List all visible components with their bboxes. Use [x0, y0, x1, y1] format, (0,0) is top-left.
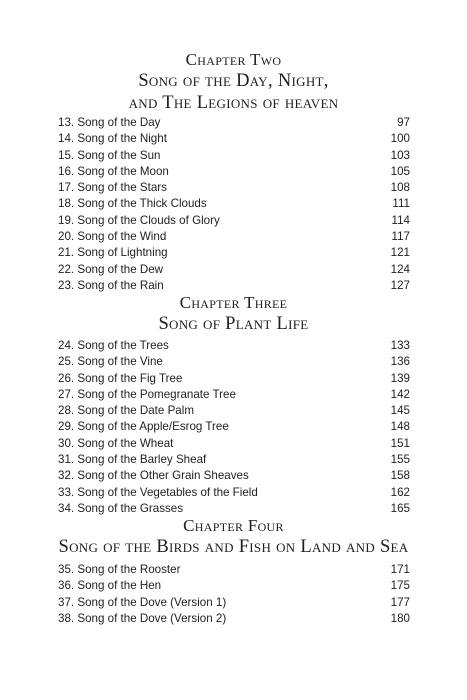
toc-entry-label: 31. Song of the Barley Sheaf	[58, 453, 207, 467]
toc-entry	[58, 354, 410, 370]
chapter-heading: Chapter Three	[179, 293, 288, 312]
toc-entry-label: 15. Song of the Sun	[58, 148, 161, 162]
toc-entry	[58, 131, 410, 147]
toc-entry	[58, 452, 410, 468]
toc-entry-page: 158	[390, 469, 410, 483]
toc-entry	[58, 213, 410, 229]
toc-entry	[58, 387, 410, 403]
toc-entry	[58, 419, 410, 435]
toc-entry-page: 148	[390, 420, 410, 434]
toc-entry-page: 175	[390, 579, 410, 593]
toc-entry-label: 13. Song of the Day	[58, 116, 161, 129]
toc-entry	[58, 229, 410, 245]
toc-entry-page: 139	[390, 371, 410, 385]
toc-entry-label: 24. Song of the Trees	[58, 339, 169, 352]
toc-entry-label: 17. Song of the Stars	[58, 181, 167, 195]
toc-entry-page: 117	[391, 230, 410, 244]
chapter-title-line: and The Legions of heaven	[128, 93, 339, 113]
toc-entry-page: 97	[397, 116, 410, 129]
toc-entry-page: 180	[390, 611, 410, 625]
toc-entry-page: 105	[390, 164, 410, 178]
toc-entry-page: 171	[390, 563, 410, 576]
chapter-title-line: Song of the Birds and Fish on Land and Sea	[58, 537, 409, 557]
toc-entry-label: 18. Song of the Thick Clouds	[58, 197, 207, 211]
chapter-title-line: Song of the Day, Night,	[138, 71, 329, 91]
toc-entry-label: 26. Song of the Fig Tree	[58, 371, 183, 385]
toc-entry-label: 37. Song of the Dove (Version 1)	[58, 595, 227, 609]
toc-entry-label: 28. Song of the Date Palm	[58, 404, 194, 418]
toc-entry-page: 111	[392, 197, 410, 211]
toc-entry-label: 25. Song of the Vine	[58, 355, 163, 369]
toc-entry-page: 124	[390, 262, 410, 276]
chapter-heading: Chapter Four	[183, 516, 284, 535]
toc-entry	[58, 468, 410, 484]
toc-entry-label: 21. Song of Lightning	[58, 246, 168, 260]
toc-entry	[58, 436, 410, 452]
toc-entry-label: 20. Song of the Wind	[58, 230, 167, 244]
chapter-four-entries	[58, 562, 410, 627]
toc-entry	[58, 338, 410, 354]
toc-entry-page: 162	[390, 485, 410, 499]
toc-entry-label: 38. Song of the Dove (Version 2)	[58, 611, 227, 625]
toc-entry	[58, 262, 410, 278]
toc-entry	[58, 180, 410, 196]
toc-entry-label: 14. Song of the Night	[58, 132, 167, 146]
toc-entry	[58, 403, 410, 419]
toc-entry	[58, 611, 410, 627]
toc-entry-page: 108	[390, 181, 410, 195]
toc-entry-page: 114	[391, 213, 410, 227]
toc-entry-page: 121	[390, 246, 410, 260]
toc-entry	[58, 578, 410, 594]
toc-entry-label: 29. Song of the Apple/Esrog Tree	[58, 420, 229, 434]
toc-entry	[58, 562, 410, 578]
toc-entry-label: 19. Song of the Clouds of Glory	[58, 213, 220, 227]
toc-entry-page: 133	[390, 339, 410, 352]
chapter-three-header	[0, 293, 467, 335]
toc-entry	[58, 196, 410, 212]
toc-entry	[58, 371, 410, 387]
toc-entry	[58, 278, 410, 294]
toc-entry-label: 35. Song of the Rooster	[58, 563, 181, 576]
toc-entry-label: 30. Song of the Wheat	[58, 436, 174, 450]
toc-entry-label: 23. Song of the Rain	[58, 278, 164, 292]
toc-entry-page: 177	[390, 595, 410, 609]
toc-entry-page: 165	[390, 501, 410, 515]
toc-entry	[58, 115, 410, 131]
toc-entry-label: 22. Song of the Dew	[58, 262, 164, 276]
toc-entry	[58, 595, 410, 611]
toc-entry-page: 136	[390, 355, 410, 369]
toc-entry-page: 145	[390, 404, 410, 418]
toc-entry-label: 16. Song of the Moon	[58, 164, 169, 178]
toc-entry-page: 127	[390, 278, 410, 292]
toc-entry-page: 151	[390, 436, 410, 450]
toc-entry	[58, 485, 410, 501]
toc-entry-page: 100	[390, 132, 410, 146]
chapter-heading: Chapter Two	[185, 50, 282, 69]
chapter-two-header	[0, 50, 467, 114]
chapter-three-entries	[58, 338, 410, 517]
chapter-title-line: Song of Plant Life	[158, 314, 309, 334]
toc-entry	[58, 148, 410, 164]
toc-entry-label: 36. Song of the Hen	[58, 579, 162, 593]
toc-entry-page: 155	[390, 453, 410, 467]
toc-entry-page: 142	[390, 387, 410, 401]
toc-entry	[58, 164, 410, 180]
toc-entry	[58, 501, 410, 517]
toc-entry	[58, 245, 410, 261]
toc-entry-label: 27. Song of the Pomegranate Tree	[58, 387, 236, 401]
toc-entry-label: 34. Song of the Grasses	[58, 501, 184, 515]
toc-entry-label: 32. Song of the Other Grain Sheaves	[58, 469, 249, 483]
toc-entry-page: 103	[390, 148, 410, 162]
chapter-four-header	[0, 516, 467, 558]
chapter-two-entries	[58, 115, 410, 294]
toc-entry-label: 33. Song of the Vegetables of the Field	[58, 485, 258, 499]
